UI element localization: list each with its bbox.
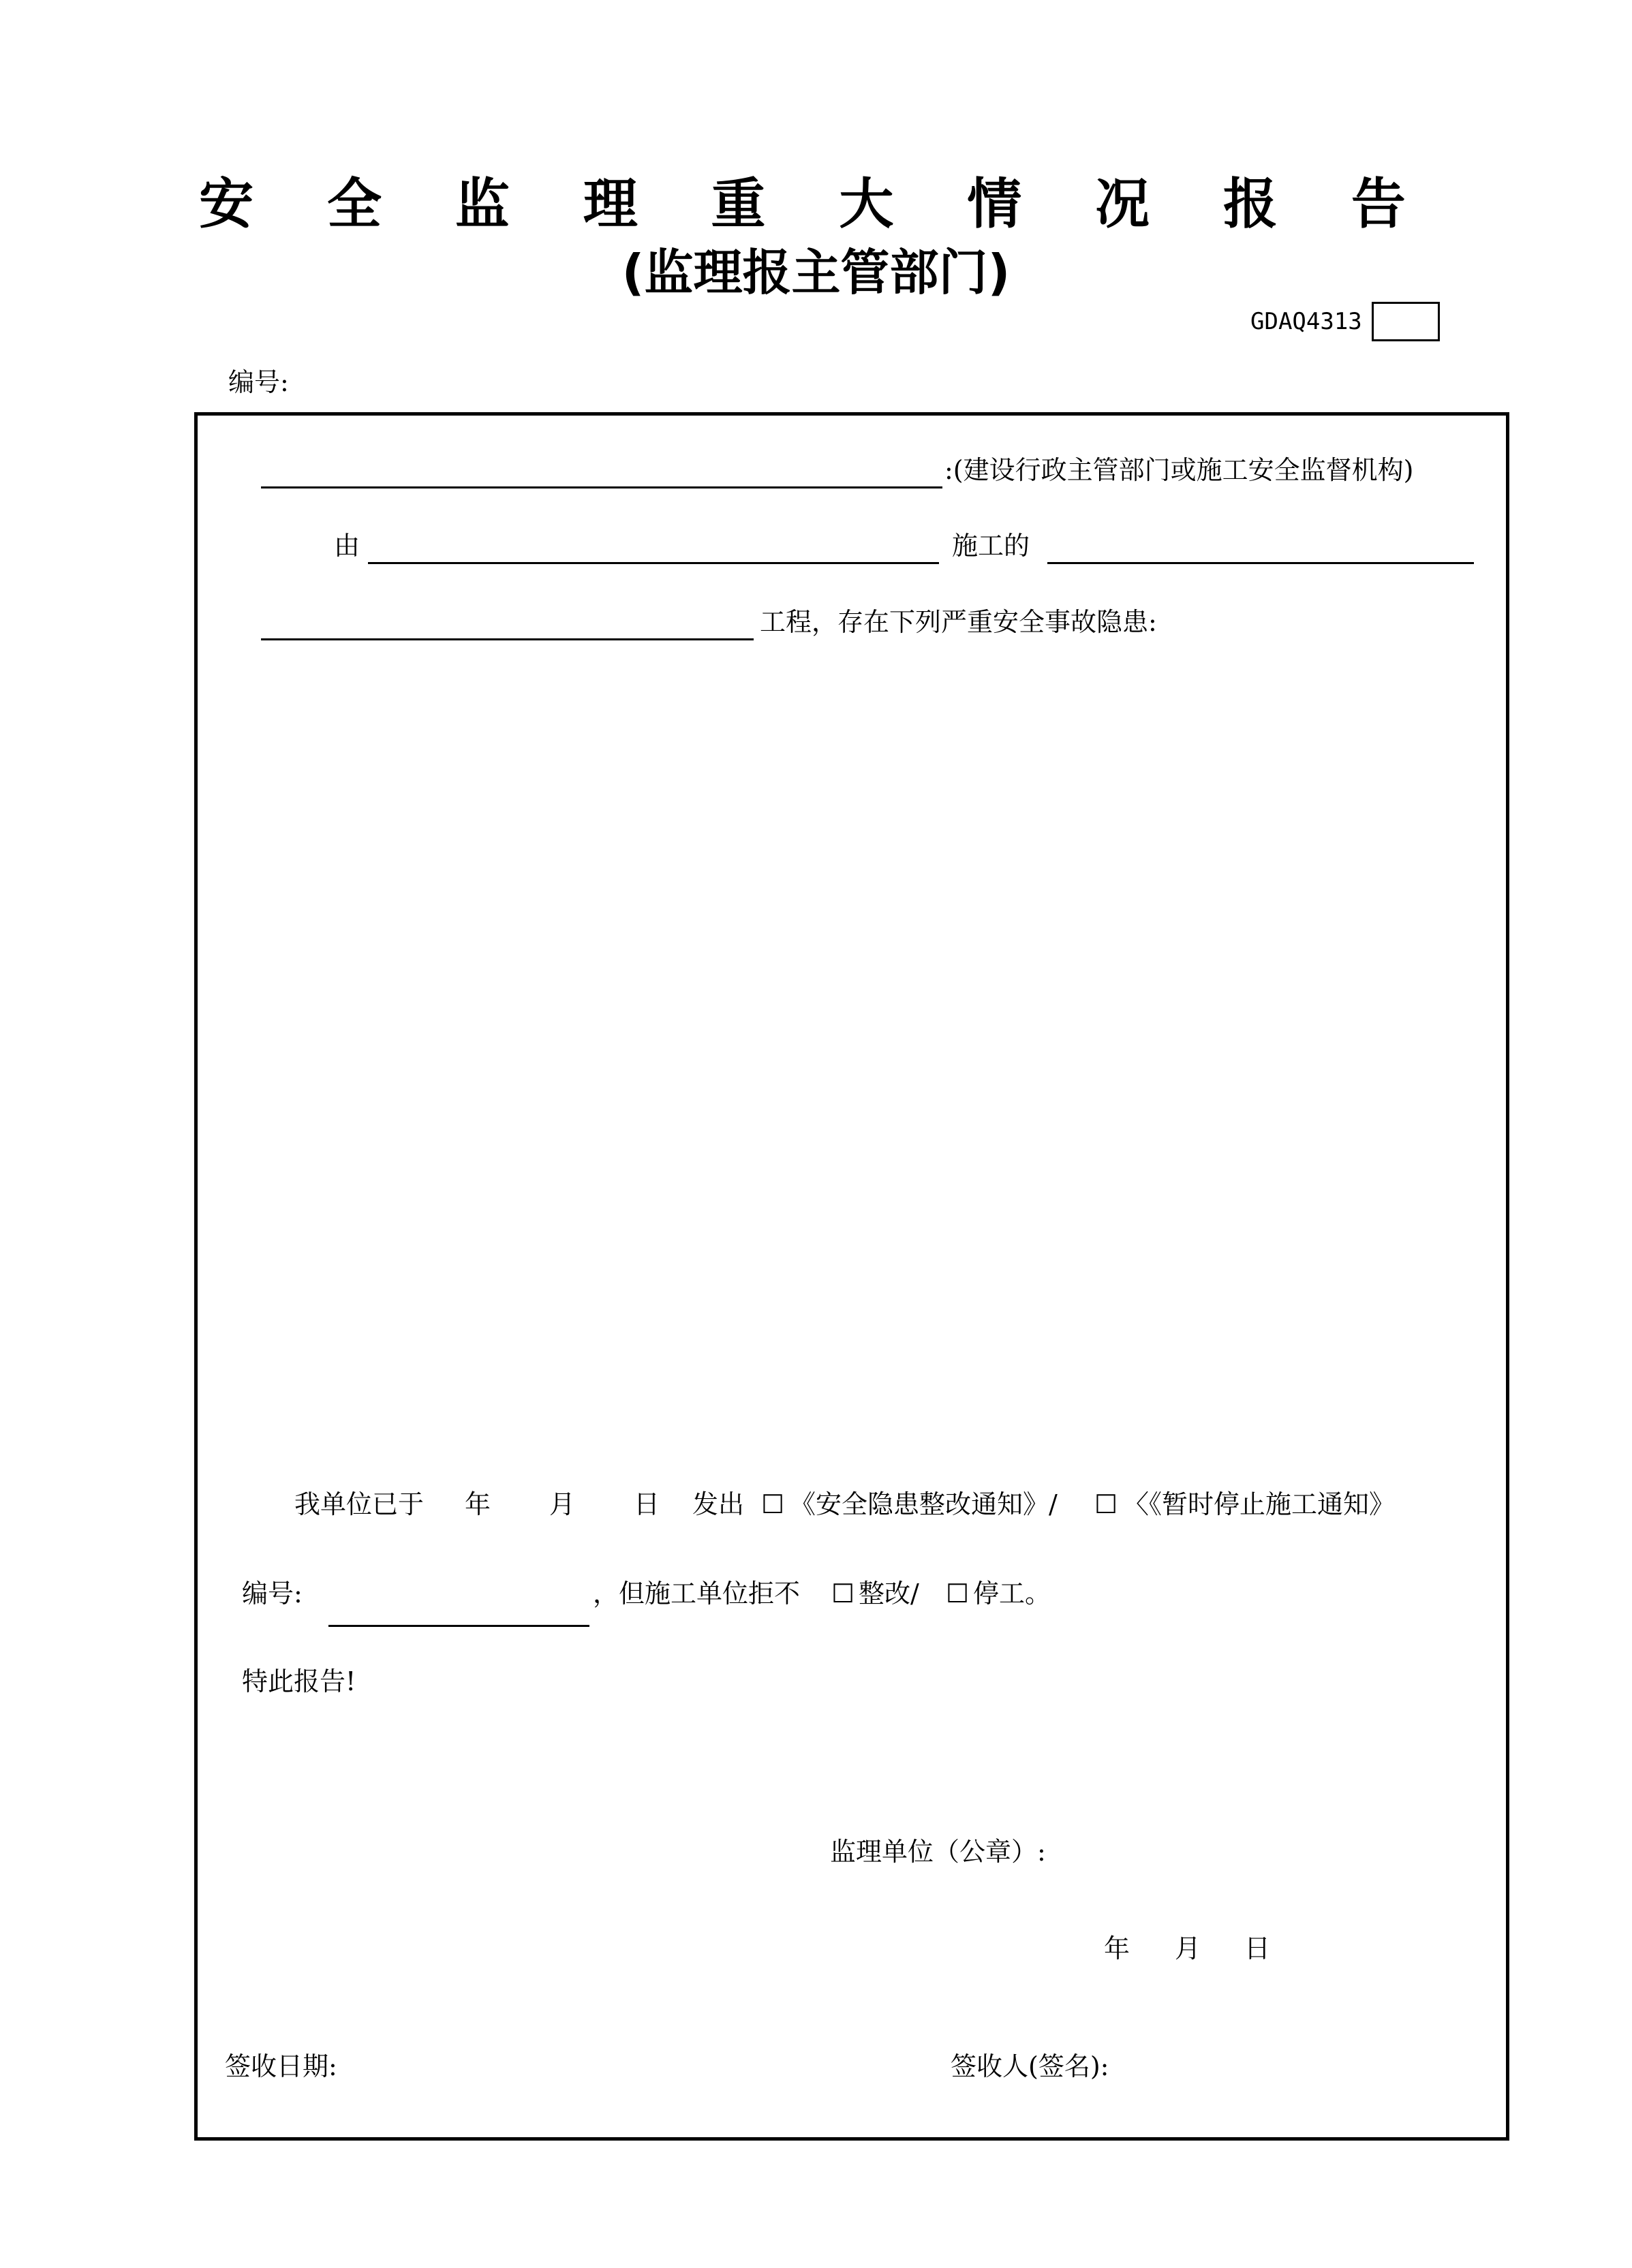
recipient-field[interactable]: [261, 486, 942, 488]
construct-label: 施工的: [952, 531, 1030, 561]
checkbox-stop[interactable]: ☐: [946, 1579, 970, 1609]
report-frame: [194, 412, 1509, 2141]
refuse-text: ，但施工单位拒不: [593, 1579, 801, 1609]
stop-text: 停工。: [973, 1579, 1051, 1609]
contractor-field[interactable]: [368, 562, 939, 564]
date-year: 年: [1104, 1933, 1130, 1963]
issued-day: 日: [634, 1489, 660, 1519]
supervisor-unit: 监理单位（公章）:: [830, 1837, 1046, 1867]
notice-rectify: 《安全隐患整改通知》/: [790, 1489, 1058, 1519]
issued-year: 年: [465, 1489, 491, 1519]
notice-number-field[interactable]: [328, 1625, 589, 1627]
project-name-field[interactable]: [261, 638, 754, 640]
doc-number-label: 编号:: [228, 367, 289, 397]
hazard-intro: 工程，存在下列严重安全事故隐患:: [760, 607, 1157, 637]
checkbox-rectify-notice[interactable]: ☐: [761, 1489, 785, 1519]
by-label: 由: [334, 531, 360, 561]
receive-date-label: 签收日期:: [225, 2051, 337, 2081]
page-title: 安 全 监 理 重 大 情 况 报 告: [199, 172, 1433, 236]
checkbox-rectify[interactable]: ☐: [831, 1579, 855, 1609]
form-code: GDAQ4313: [1250, 308, 1362, 335]
checkbox-stop-notice[interactable]: ☐: [1094, 1489, 1118, 1519]
issued-prefix: 我单位已于: [294, 1489, 425, 1519]
date-day: 日: [1244, 1933, 1271, 1963]
page-subtitle: (监理报主管部门): [621, 244, 1011, 301]
rectify-text: 整改/: [859, 1579, 919, 1609]
number-label: 编号:: [242, 1579, 303, 1609]
issued-issue: 发出: [692, 1489, 745, 1519]
notice-stop: 〈《暂时停止施工通知》: [1123, 1489, 1396, 1519]
project-field[interactable]: [1047, 562, 1474, 564]
date-month: 月: [1175, 1933, 1201, 1963]
recipient-suffix: :(建设行政主管部门或施工安全监督机构): [944, 455, 1414, 485]
receiver-label: 签收人(签名):: [951, 2051, 1109, 2081]
issued-month: 月: [549, 1489, 576, 1519]
special-report: 特此报告!: [242, 1666, 356, 1696]
form-code-box[interactable]: [1372, 302, 1440, 341]
